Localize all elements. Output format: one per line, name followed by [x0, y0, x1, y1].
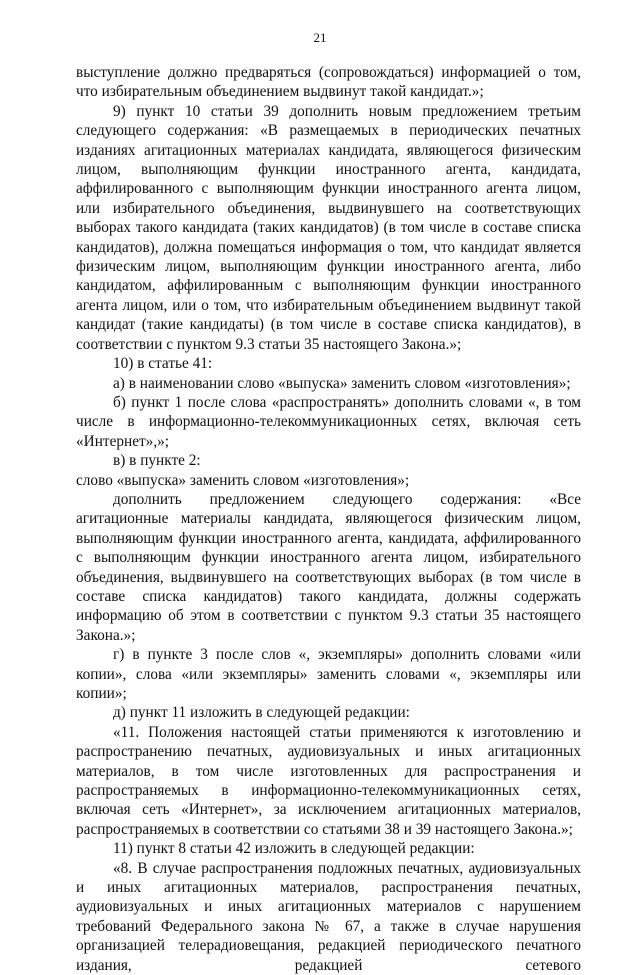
paragraph: «8. В случае распространения подложных печатных, аудиовизуальных и иных агитационных материалов, распространения печатных, аудиовизуальных и иных агитационных материалов с нарушением требований Федерального закона № 67, а также в случае нарушения организацией телерадиовещания, редакцией периодического печатного издания, редакцией сетевого [76, 859, 581, 974]
paragraph: слово «выпуска» заменить словом «изготовления»; [76, 471, 410, 489]
paragraph: д) пункт 11 изложить в следующей редакции: [113, 704, 410, 722]
paragraph: 9) пункт 10 статьи 39 дополнить новым предложением третьим следующего содержания: «В размещаемых в периодических печатных изданиях агитационных материалах кандидата, являющегося физическим лицом, выполняющим функции иностранного агента, кандидата, аффилированного с выполняющим функции иностранного агента лицом, или избирательного объединения, выдвинувшего на соответствующих выборах такого кандидата (таких кандидатов) (в том числе в составе списка кандидатов), должна помещаться информация о том, что кандидат является физическим лицом, выполняющим функции иностранного агента, либо кандидатом, аффилированным с выполняющим функции иностранного агента лицом, или о том, что избирательным объединением выдвинут такой кандидат (такие кандидаты) (в том числе в составе списка кандидатов), в соответствии с пунктом 9.3 статьи 35 настоящего Закона.»; [76, 102, 581, 353]
paragraph: дополнить предложением следующего содержания: «Все агитационные материалы кандидата, являющегося физическим лицом, выполняющим функции иностранного агента, кандидата, аффилированного с выполняющим функции иностранного агента лицом, избирательного объединения, выдвинувшего на соответствующих выборах (в том числе в составе списка кандидатов) такого кандидата, должны содержать информацию об этом в соответствии с пунктом 9.3 статьи 35 настоящего Закона.»; [76, 490, 581, 644]
paragraph: «11. Положения настоящей статьи применяются к изготовлению и распространению печатных, аудиовизуальных и иных агитационных материалов, в том числе изготовленных для распространения и распространяемых в информационно-телекоммуникационных сетях, включая сеть «Интернет», за исключением агитационных материалов, распространяемых в соответствии со статьями 38 и 39 настоящего Закона.»; [76, 723, 581, 838]
paragraph: а) в наименовании слово «выпуска» заменить словом «изготовления»; [113, 374, 571, 392]
paragraph: 11) пункт 8 статьи 42 изложить в следующей редакции: [113, 840, 475, 858]
paragraph: 10) в статье 41: [113, 355, 213, 373]
paragraph: г) в пункте 3 после слов «, экземпляры» дополнить словами «или копии», слова «или экземпляры» заменить словами «, экземпляры или копии»; [76, 646, 581, 702]
page-number: 21 [313, 30, 327, 45]
document-body [76, 63, 581, 975]
paragraph: б) пункт 1 после слова «распространять» дополнить словами «, в том числе в информационно-телекоммуникационных сетях, включая сеть «Интернет»,»; [76, 393, 581, 450]
paragraph: выступление должно предваряться (сопровождаться) информацией о том, что избирательным объединением выдвинут такой кандидат.»; [76, 64, 581, 101]
paragraph: в) в пункте 2: [113, 452, 201, 470]
